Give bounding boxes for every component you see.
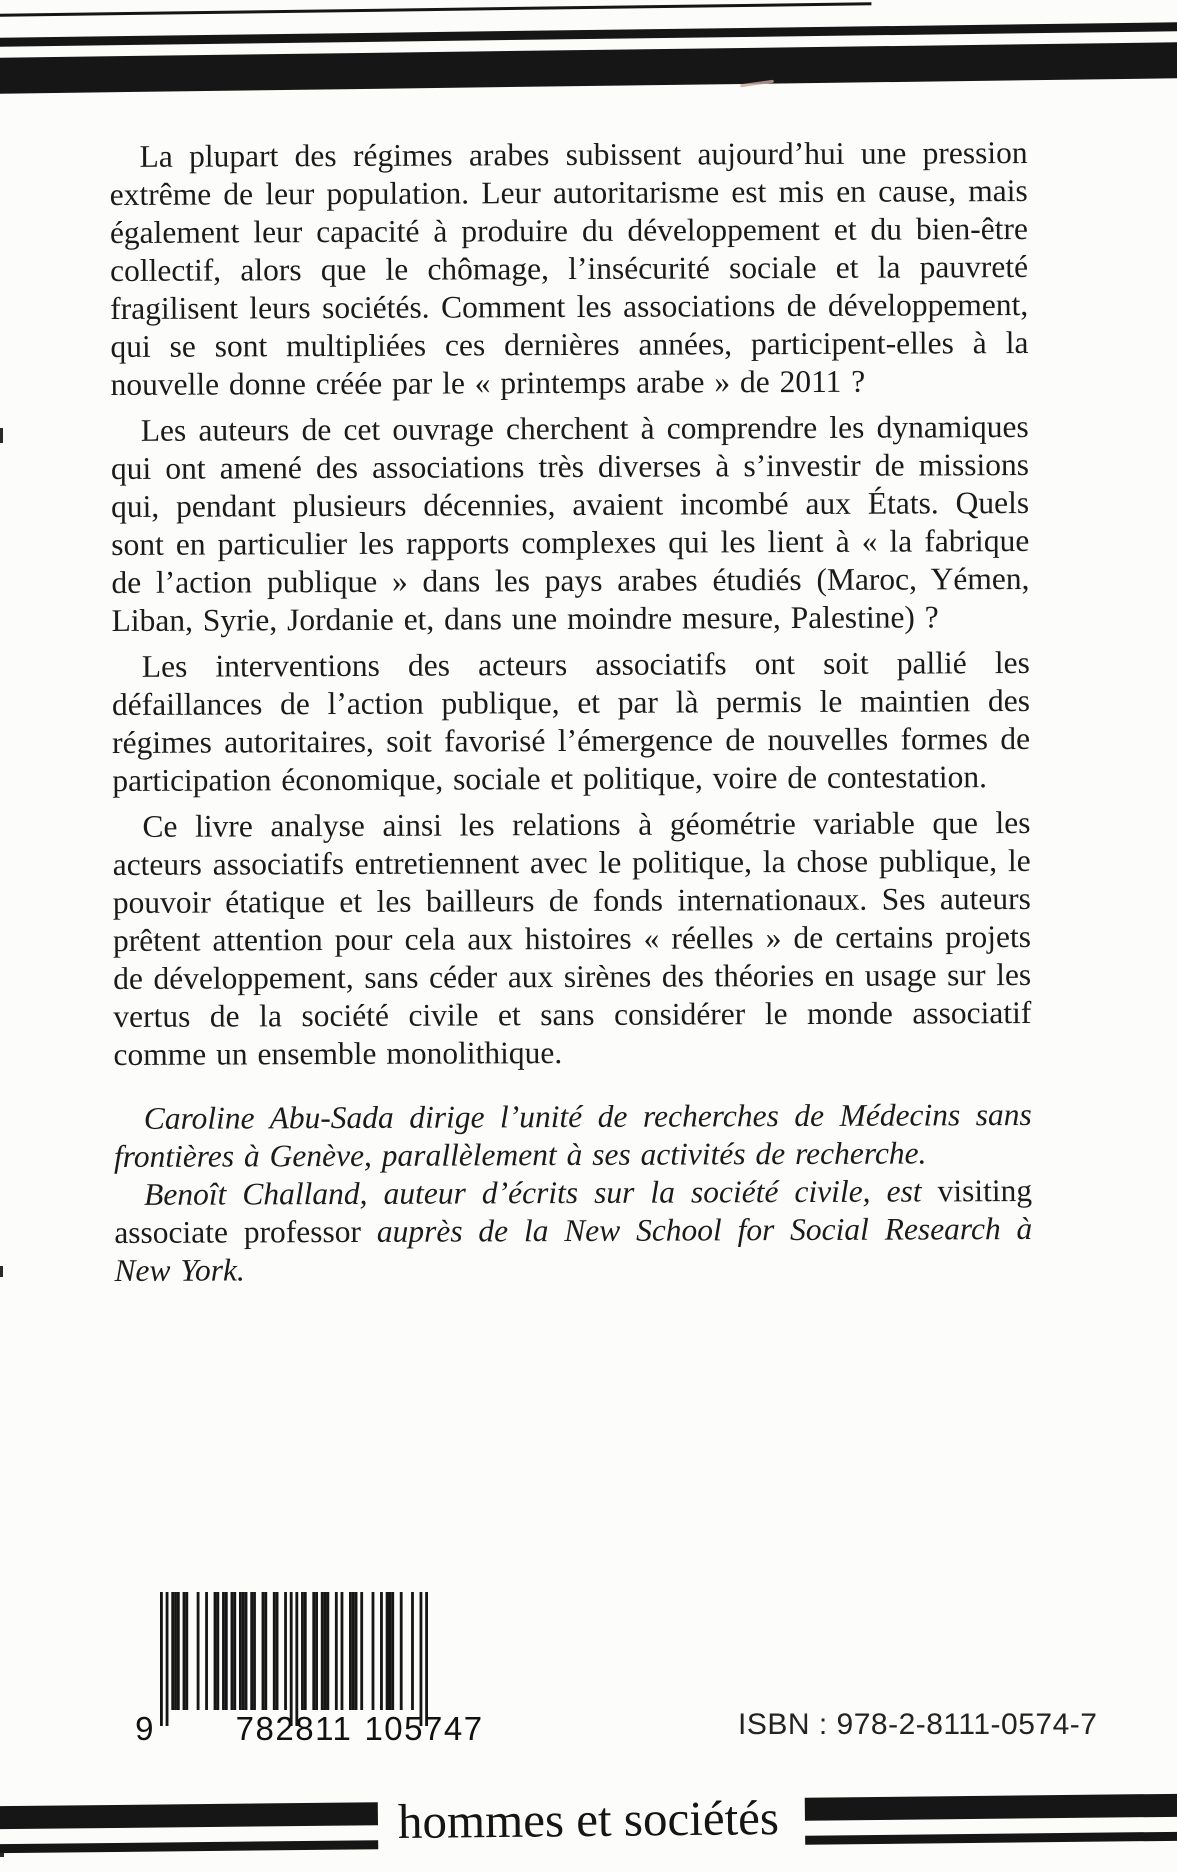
synopsis-paragraph: Les auteurs de cet ouvrage cherchent à comprendre les dynamiques qui ont amené des associations très diverses à s’investir de missions qui, pendant plusieurs décennies, avaient incombé aux États. Quels sont en particulier les rapports complexes qui les lient à « la fabrique de l’action publique » dans les pays arabes étudiés (Maroc, Yémen, Liban, Syrie, Jordanie et, dans une moindre mesure, Palestine) ? (110, 409, 1030, 639)
synopsis-paragraph: La plupart des régimes arabes subissent aujourd’hui une pression extrême de leur population. Leur autoritarisme est mis en cause, mais également leur capacité à produire du développement et du bien-être collectif, alors que le chômage, l’insécurité sociale et la pauvreté fragilisent leurs sociétés. Comment les associations de développement, qui se sont multipliées ces dernières années, participent-elles à la nouvelle donne créée par le « printemps arabe » de 2011 ? (109, 135, 1029, 403)
scan-artifact (0, 1266, 3, 1277)
bio-paragraph-benoit (114, 1172, 1032, 1290)
top-thick-bar (0, 42, 1177, 94)
barcode-digits-group2: 105747 (364, 1710, 484, 1747)
synopsis-paragraph: Ce livre analyse ainsi les relations à géométrie variable que les acteurs associatifs entretiennent avec le politique, la chose publique, le pouvoir étatique et les bailleurs de fonds internationaux. Ses auteurs prêtent attention pour cela aux histoires « réelles » de certains projets de développement, sans céder aux sirènes des théories en usage sur les vertus de la société civile et sans considérer le monde associatif comme un ensemble monolithique. (112, 804, 1032, 1072)
top-thin-bar (0, 22, 1177, 47)
bottom-thick-bar (805, 1794, 1177, 1821)
bottom-bars-right (805, 1788, 1177, 1852)
bio-italic-segment: auprès de la New School for Social Research à New York. (114, 1210, 1033, 1288)
isbn-label: ISBN : 978-2-8111-0574-7 (738, 1708, 1098, 1741)
barcode-digit-first: 9 (135, 1710, 155, 1747)
bio-paragraph-caroline: Caroline Abu-Sada dirige l’unité de recherches de Médecins sans frontières à Genève, parallèlement à ses activités de recherche. (113, 1096, 1032, 1174)
barcode-digits-group1: 782811 (235, 1710, 353, 1747)
authors-bio (114, 1096, 1033, 1290)
ean13-barcode (135, 1590, 484, 1755)
top-collection-bars (0, 0, 1177, 108)
bottom-thin-bar (805, 1832, 1177, 1845)
top-hairline-bar (0, 2, 871, 17)
collection-name: hommes et sociétés (397, 1790, 780, 1849)
bio-italic-segment: Benoît Challand, auteur d’écrits sur la société civile, est (144, 1173, 938, 1212)
scan-artifact (0, 428, 3, 443)
synopsis-paragraph: Les interventions des acteurs associatifs ont soit pallié les défaillances de l’action publique, et par là permis le maintien des régimes autoritaires, soit favorisé l’émergence de nouvelles formes de participation économique, sociale et politique, voire de contestation. (111, 644, 1031, 799)
ean13-barcode-bars (160, 1592, 428, 1726)
bio-roman-segment: visiting associate professor (114, 1172, 1033, 1250)
synopsis-text-block (109, 134, 1032, 1290)
bottom-collection-strip (0, 1788, 1177, 1860)
